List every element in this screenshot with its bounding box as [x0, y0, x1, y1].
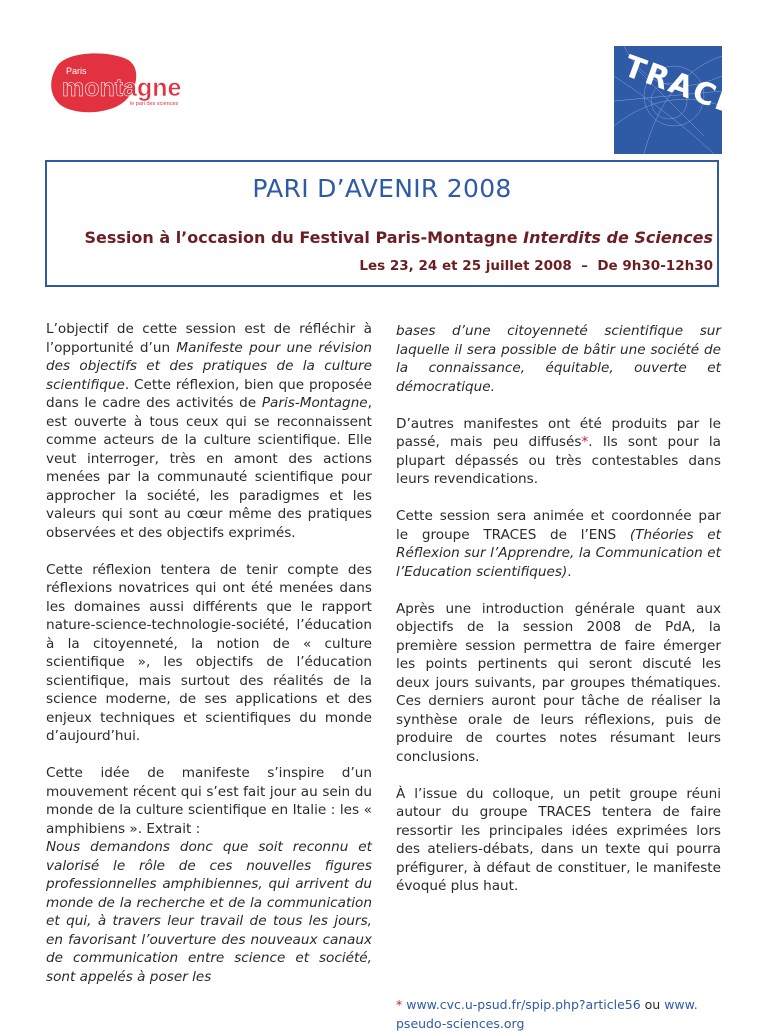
subtitle-italic: Interdits de Sciences	[523, 228, 713, 247]
page-subtitle	[47, 228, 717, 247]
other-manifests-paragraph	[396, 415, 721, 489]
logo-tagline: le pari des sciences	[130, 101, 179, 107]
paris-montagne-logo	[46, 48, 216, 118]
amphibians-quote: Nous demandons donc que soit reconnu et valorisé le rôle de ces nouvelles figures professionnelles amphibiennes, qui arrivent du monde de la recherche et de la communication et qui, à travers leur travail de tous les jours, en favorisant l’ouverture des nouveaux canaux de communication entre science et société, sont appelés à poser les	[46, 839, 372, 985]
footnote-or: ou	[640, 997, 665, 1012]
intro-text-e: , est ouverte à tous ceux qui se reconnaissent comme acteurs de la culture scientifique. Elle veut interroger, très en amont des actions menées par la communauté scientifique pour approcher la société, les paradigmes et les valeurs qui sont au cœur même des pratiques observées et des objectifs exprimés.	[46, 395, 372, 541]
event-dates: Les 23, 24 et 25 juillet 2008 – De 9h30-12h30	[359, 258, 713, 274]
header-box	[45, 160, 719, 287]
session-text-end: .	[567, 563, 572, 580]
manifest-title: Manifeste pour une révision des objectifs et des pratiques de la culture scientifique	[46, 339, 372, 393]
other-manifests-text-b: . Ils sont pour la plupart dépassés ou très contestables dans leurs revendications.	[396, 434, 721, 487]
footnote-marker: *	[581, 434, 589, 450]
footnote-link-pseudo-tail[interactable]: pseudo-sciences.org	[396, 1016, 525, 1031]
left-column	[46, 320, 372, 986]
intro-text-c: . Cette réflexion, bien que proposée dans le cadre des activités de	[46, 376, 372, 411]
quote-continuation: bases d’une citoyenneté scientifique sur laquelle il sera possible de bâtir une société de la connaissance, équitable, ouverte et démocratique.	[396, 323, 721, 395]
amphibians-paragraph: Cette idée de manifeste s’inspire d’un mouvement récent qui s’est fait jour au sein du monde de la culture scientifique en Italie : les « amphibiens ». Extrait :	[46, 765, 372, 837]
subtitle-plain: Session à l’occasion du Festival Paris-Montagne	[84, 228, 524, 247]
program-paragraph: Après une introduction générale quant aux objectifs de la session 2008 de PdA, la première session permettra de faire émerger les points pertinents qui seront discuté les deux jours suivants, par groupes thématiques. Ces derniers auront pour tâche de réaliser la synthèse orale de leurs réflexions, puis de produire de courtes notes résumant leurs conclusions.	[396, 600, 721, 765]
right-column	[396, 322, 721, 914]
paris-montagne-name: Paris-Montagne	[261, 395, 368, 411]
footnote	[396, 997, 698, 1012]
footnote-link-cvc[interactable]: www.cvc.u-psud.fr/spip.php?article56	[402, 997, 641, 1012]
traces-logo-text: TRACES	[619, 48, 766, 131]
session-text: Cette session sera animée et coordonnée par le groupe TRACES de l’ENS	[396, 508, 721, 543]
logo-montagne-text: montagne	[62, 74, 182, 102]
page-title: PARI D’AVENIR 2008	[252, 174, 512, 203]
traces-logo	[614, 46, 766, 154]
footnote-star: *	[396, 997, 403, 1012]
other-manifests-text: D’autres manifestes ont été produits par le passé, mais peu diffusés	[396, 415, 721, 450]
traces-expansion: (Théories et Réflexion sur l’Apprendre, la Communication et l’Education scientifiques)	[396, 526, 721, 580]
reflection-paragraph: Cette réflexion tentera de tenir compte des réflexions novatrices qui ont été menées dans les domaines aussi différents que le rapport nature-science-technologie-société, l’éducation à la citoyenneté, la notion de « culture scientifique », les objectifs de l’éducation scientifique, mais surtout des réalités de la science moderne, de ses applications et des enjeux techniques et scientifiques du monde d’aujourd’hui.	[46, 561, 372, 744]
intro-text-a: L’objectif de cette session est de réfléchir à l’opportunité d’un	[46, 321, 372, 356]
session-paragraph	[396, 507, 721, 581]
logo-paris-text: Paris	[66, 66, 87, 76]
intro-paragraph	[46, 320, 372, 542]
traces-logo-art	[614, 46, 766, 154]
conclusion-paragraph: À l’issue du colloque, un petit groupe réuni autour du groupe TRACES tentera de faire ressortir les principales idées exprimées lors des ateliers-débats, dans un texte qui pourra préfigurer, à défaut de constituer, le manifeste évoqué plus haut.	[396, 785, 721, 894]
footnote-link-pseudo[interactable]: www.	[664, 997, 698, 1012]
